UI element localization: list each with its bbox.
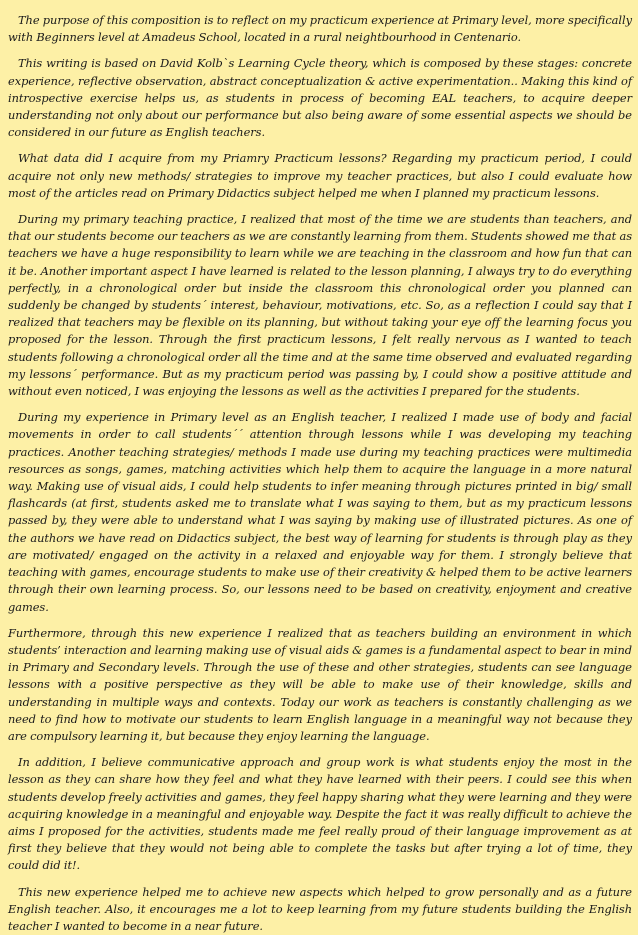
paragraph-communicative-approach: In addition, I believe communicative approach and group work is what students enjoy the most in the lesson as they can share how they feel and what they have learned with their peers. I could see this when students develop freely activities and games, they feel happy sharing what they were learning and they were acquiring knowledge in a meaningful and enjoyable way. Despite the fact it was really difficult to achieve the aims I proposed for the activities, students made me feel really proud of their language improvement as at first they believe that they would not being able to complete the tasks but after trying a lot of time, they could did it!. bbox=[8, 755, 632, 873]
paragraph-environment: Furthermore, through this new experience I realized that as teachers building an environment in which students’ interaction and learning making use of visual aids & games is a fundamental aspect to bear in mind in Primary and Secondary levels. Through the use of these and other strategies, students can see language lessons with a positive perspective as they will be able to make use of their knowledge, skills and understanding in multiple ways and contexts. Today our work as teachers is constantly challenging as we need to find how to motivate our students to learn English language in a meaningful way not because they are compulsory learning it, but because they enjoy learning the language. bbox=[8, 625, 632, 743]
paragraph-data-acquired: What data did I acquire from my Priamry Practicum lessons? Regarding my practicum period, I could acquire not only new methods/ strategies to improve my teacher practices, but also I could evaluate how most of the articles read on Primary Didactics subject helped me when I planned my practicum lessons. bbox=[8, 151, 632, 200]
paragraph-teaching-strategies: During my experience in Primary level as an English teacher, I realized I made use of body and facial movements in order to call students´´ attention through lessons while I was developing my teaching practices. Another teaching strategies/ methods I made use during my teaching practices were multimedia resources as songs, games, matching activities which help them to acquire the language in a more natural way. Making use of visual aids, I could help students to infer meaning through pictures printed in big/ small flashcards (at first, students asked me to translate what I was saying to them, but as my practicum lessons passed by, they were able to understand what I was saying by making use of illustrated pictures. As one of the authors we have read on Didactics subject, the best way of learning for students is through play as they are motivated/ engaged on the activity in a relaxed and enjoyable way for them. I strongly believe that teaching with games, encourage students to make use of their creativity & helped them to be active learners through their own learning process. So, our lessons need to be based on creativity, enjoyment and creative games. bbox=[8, 410, 632, 614]
paragraph-kolb-theory: This writing is based on David Kolb`s Learning Cycle theory, which is composed by these stages: concrete experience, reflective observation, abstract conceptualization & active experimentation.. Making this kind of introspective exercise helps us, as students in process of becoming EAL teachers, to acquire deeper understanding not only about our performance but also being aware of some essential aspects we should be considered in our future as English teachers. bbox=[8, 56, 632, 140]
paragraph-conclusion: This new experience helped me to achieve new aspects which helped to grow personally and as a future English teacher. Also, it encourages me a lot to keep learning from my future students building the English teacher I wanted to become in a near future. bbox=[8, 884, 632, 933]
paragraph-primary-practice: During my primary teaching practice, I realized that most of the time we are students than teachers, and that our students become our teachers as we are constantly learning from them. Students showed me that as teachers we have a huge responsibility to learn while we are teaching in the classroom and how fun that can it be. Another important aspect I have learned is related to the lesson planning, I always try to do everything perfectly, in a chronological order but inside the classroom this chronological order you planned can suddenly be changed by students´ interest, behaviour, motivations, etc. So, as a reflection I could say that I realized that teachers may be flexible on its planning, but without taking your eye off the learning focus you proposed for the lesson. Through the first practicum lessons, I felt really nervous as I wanted to teach students following a chronological order all the time and at the same time observed and evaluated regarding my lessons´ performance. But as my practicum period was passing by, I could show a positive attitude and without even noticed, I was enjoying the lessons as well as the activities I prepared for the students. bbox=[8, 212, 632, 399]
paragraph-purpose: The purpose of this composition is to reflect on my practicum experience at Primary level, more specifically with Beginners level at Amadeus School, located in a rural neightbourhood in Centenario. bbox=[8, 13, 632, 45]
